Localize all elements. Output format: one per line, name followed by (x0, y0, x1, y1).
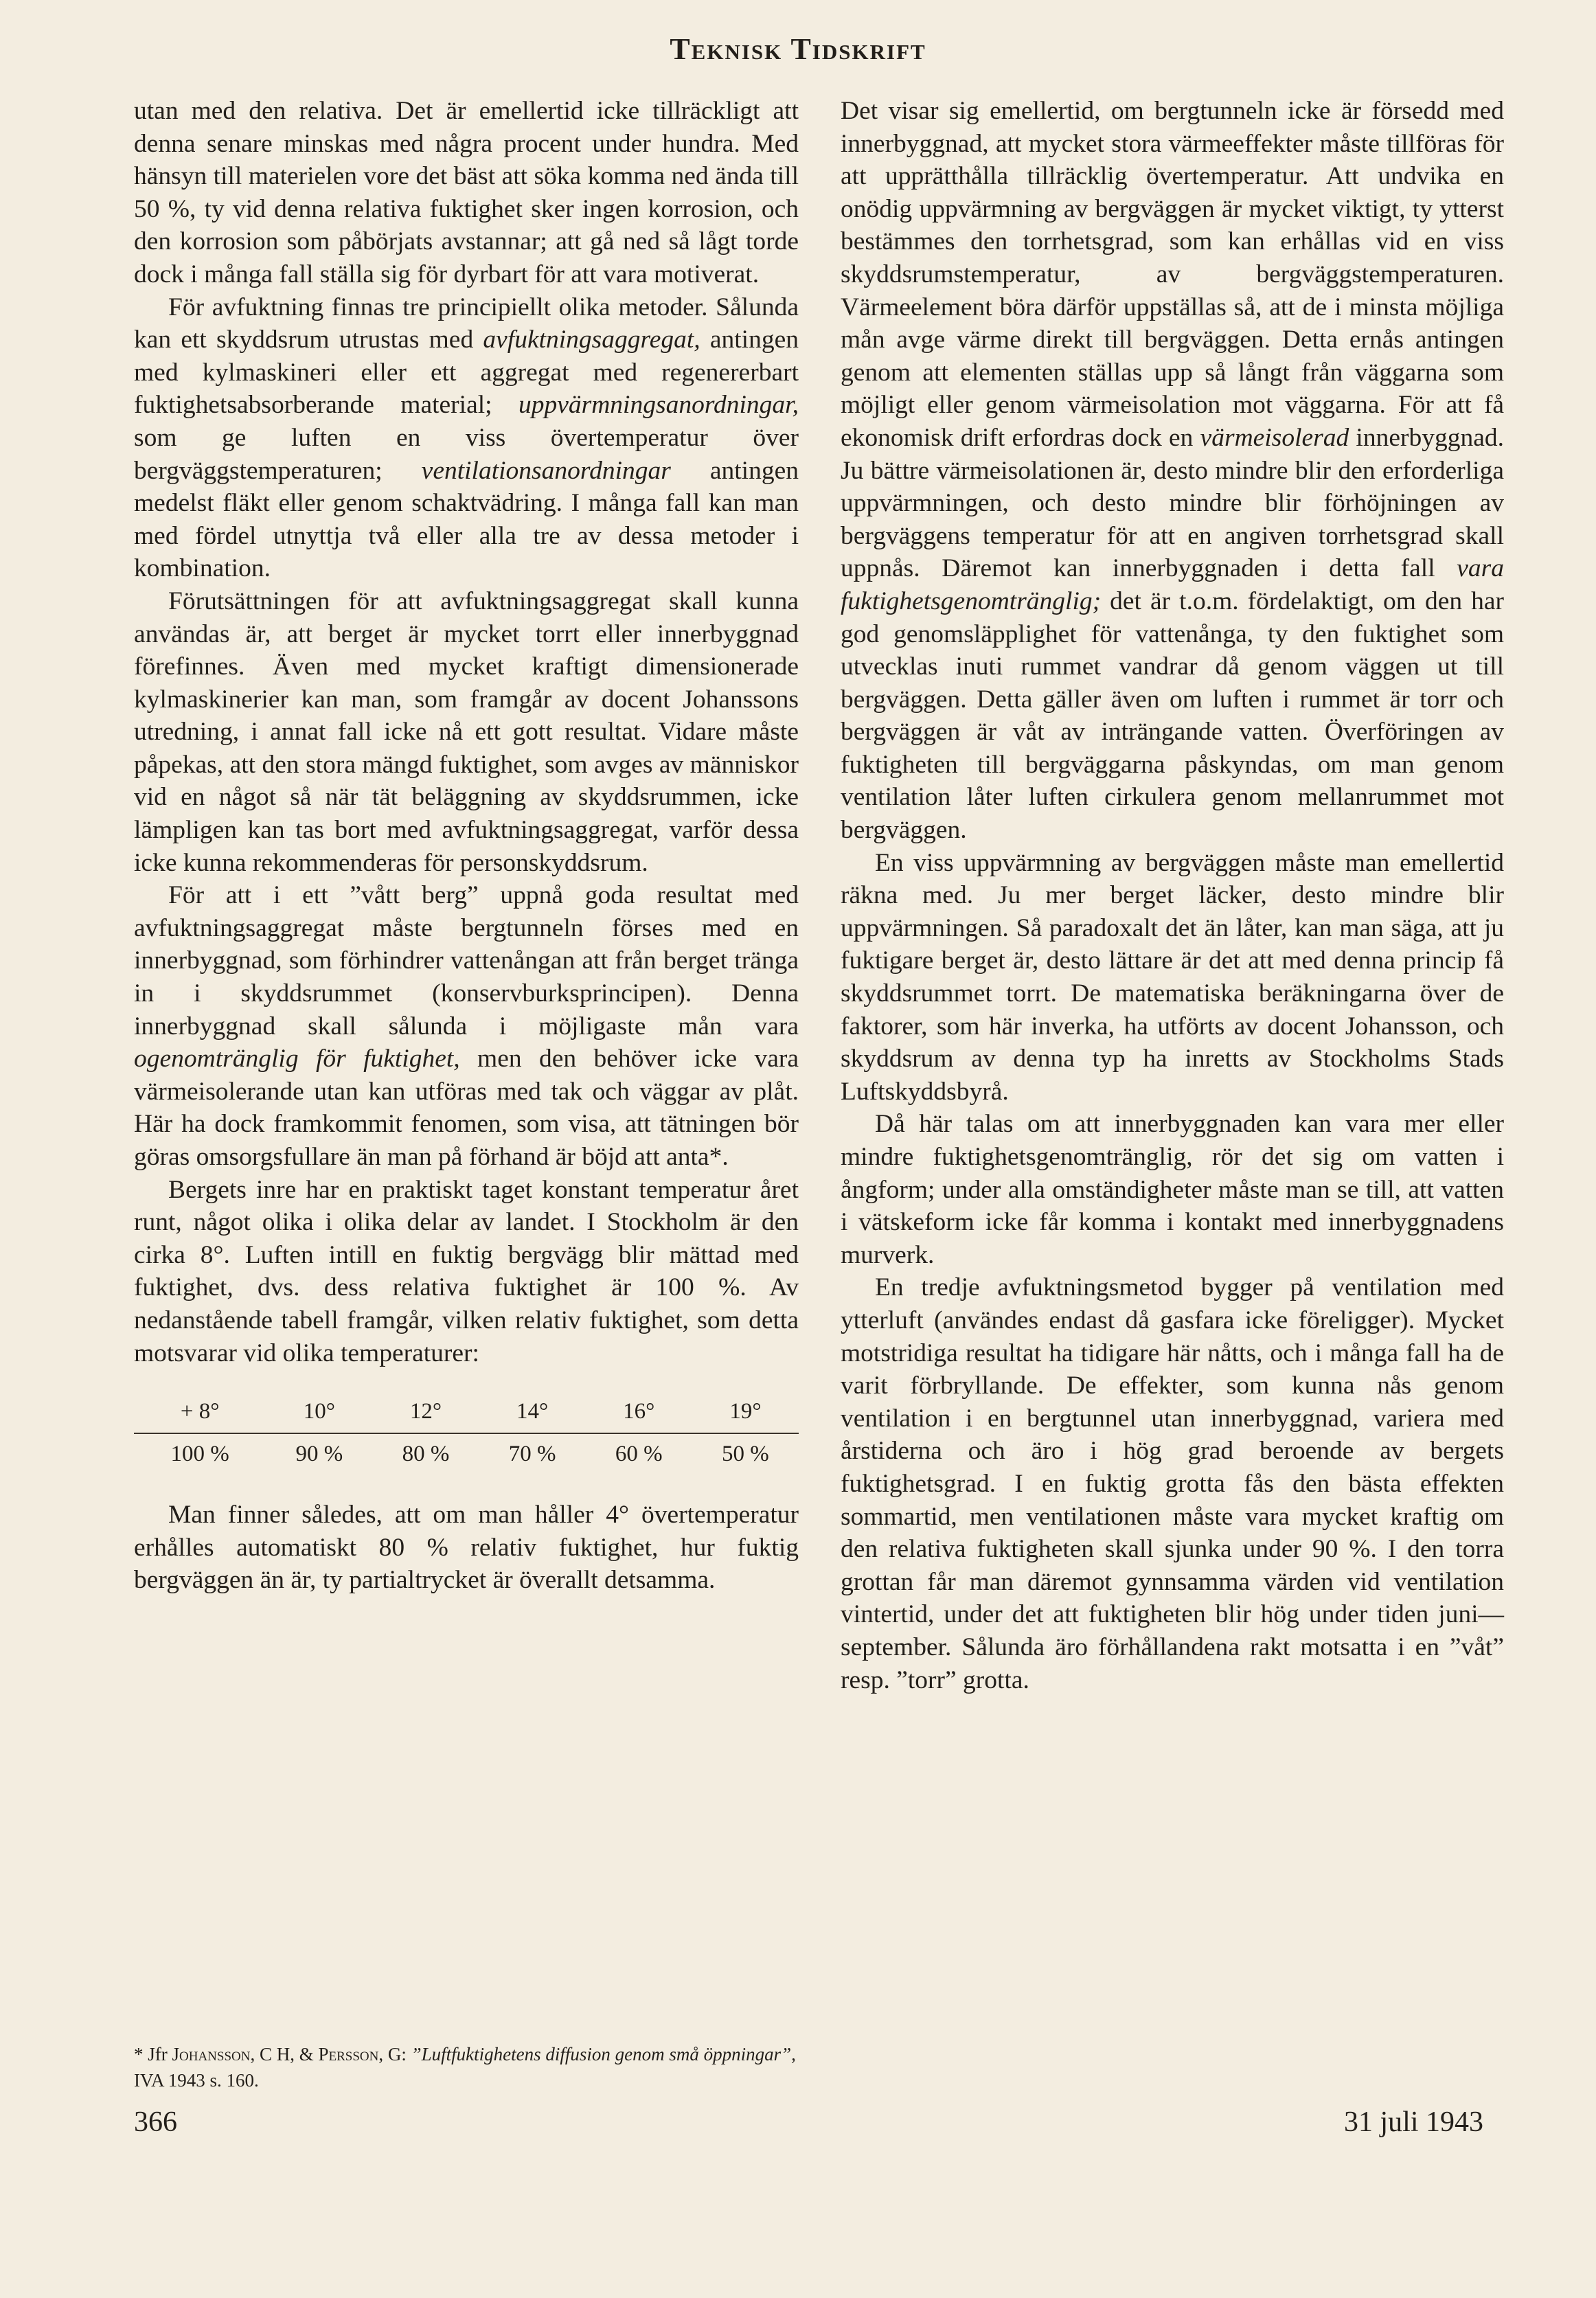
paragraph: Bergets inre har en praktiskt taget konstant temperatur året runt, något olika i olika delar av landet. I Stockholm är den cirka 8°. Luften intill en fuktig bergvägg blir mättad med fuktighet, dvs. dess relativa fuktighet är 100 %. Av nedanstående tabell framgår, vilken relativ fuktighet, som detta motsvarar vid olika temperaturer: (134, 1175, 799, 1367)
footnote (134, 2041, 799, 2093)
journal-header: Teknisk Tidskrift (670, 32, 926, 66)
table-cell: 12° (372, 1394, 479, 1433)
paragraph: Då här talas om att innerbyggnaden kan vara mer eller mindre fuktighetsgenomtränglig, rör det sig om vatten i ångform; under alla omständigheter måste man se till, att vatten i vätskeform icke får komma i kontakt med innerbyggnadens murverk. (841, 1110, 1504, 1269)
footnote-title: ”Luftfuktighetens diffusion genom små öppningar”, (406, 2044, 796, 2064)
paragraph: En viss uppvärmning av bergväggen måste man emellertid räkna med. Ju mer berget läcker, desto mindre blir uppvärmningen. Så paradoxalt det än låter, kan man säga, att ju fuktigare berget är, desto lättare är det att med denna princip få skyddsrummet torrt. De matematiska beräkningarna över de faktorer, som här inverka, ha utförts av docent Johansson, och skyddsrum av denna typ ha inretts av Stockholms Stads Luftskyddsbyrå. (841, 848, 1504, 1106)
footnote-mark: * Jfr (134, 2044, 172, 2064)
table-row-humidity (134, 1433, 799, 1471)
table-cell: 100 % (170, 1442, 229, 1467)
paragraph: En tredje avfuktningsmetod bygger på ventilation med ytterluft (användes endast då gasfara icke föreligger). Mycket motstridiga resultat ha tidigare här nåtts, och i många fall ha de varit förbryllande. De effekter, som kunna nås genom ventilation i en bergtunnel utan innerbyggnad, variera med årstiderna och äro i hög grad beroende av bergets fuktighetsgrad. I en fuktig grotta fås den bästa effekten sommartid, men ventilationen måste vara mycket kraftig om den relativa fuktigheten skall sjunka under 90 %. I den torra grottan får man däremot gynnsamma värden vid ventilation vintertid, under det att fuktigheten blir hög under tiden juni—september. Sålunda äro förhållandena rakt motsatta i en ”våt” resp. ”torr” grotta. (841, 1273, 1504, 1694)
left-column (134, 95, 799, 1597)
table-cell: 70 % (508, 1442, 556, 1467)
paragraph: Man finner således, att om man håller 4° övertemperatur erhålles automatiskt 80 % relativ fuktighet, hur fuktig bergväggen än är, ty partialtrycket är överallt detsamma. (134, 1501, 799, 1595)
table-cell: + 8° (134, 1394, 266, 1433)
temperature-humidity-table (134, 1394, 799, 1471)
table-cell: 10° (266, 1394, 372, 1433)
table-cell: 80 % (402, 1442, 450, 1467)
paragraph: För avfuktning finnas tre principiellt olika metoder. Sålunda kan ett skyddsrum utrustas med avfuktningsaggregat, antingen med kylmaskineri eller ett aggregat med regenererbart fuktighetsabsorberande material; uppvärmningsanordningar, som ge luften en viss övertemperatur över bergväggstemperaturen; ventilationsanordningar antingen medelst fläkt eller genom schaktvädring. I många fall kan man med fördel utnyttja två eller alla tre av dessa metoder i kombination. (134, 293, 799, 583)
page-number: 366 (134, 2106, 177, 2138)
table-cell: 14° (479, 1394, 586, 1433)
paragraph: Det visar sig emellertid, om bergtunneln icke är försedd med innerbyggnad, att mycket stora värmeeffekter måste tillföras för att upprätthålla tillräcklig övertemperatur. Att undvika en onödig uppvärmning av bergväggen är mycket viktigt, ty ytterst bestämmes den torrhetsgrad, som kan erhållas vid en viss skyddsrumstemperatur, av bergväggstemperaturen. Värmeelement böra därför uppställas så, att de i minsta möjliga mån avge värme direkt till bergväggen. Detta ernås antingen genom att elementen ställas upp så långt från väggarna som möjligt eller genom värmeisolation mot väggarna. För att få ekonomisk drift erfordras dock en värmeisolerad innerbyggnad. Ju bättre värmeisolationen är, desto mindre blir den erforderliga uppvärmningen, och desto mindre blir förhöjningen av bergväggens temperatur för att en angiven torrhetsgrad skall uppnås. Däremot kan innerbyggnaden i detta fall vara fuktighetsgenomtränglig; det är t.o.m. fördelaktigt, om den har god genomsläpplighet för vattenånga, ty den fuktighet som utvecklas inuti rummet vandrar då genom väggen ut till bergväggen. Detta gäller även om luften i rummet är torr och bergväggen är våt av inträngande vatten. Överföringen av fuktigheten till bergväggarna påskyndas, om man genom ventilation låter luften cirkulera genom mellanrummet mot bergväggen. (841, 97, 1504, 845)
footnote-authors: Johansson, C H, & Persson, G: (172, 2044, 407, 2064)
table-cell: 19° (692, 1394, 799, 1433)
table-cell: 60 % (615, 1442, 663, 1467)
paragraph: utan med den relativa. Det är emellertid icke tillräckligt att denna senare minskas med några procent under hundra. Med hänsyn till materielen vore det bäst att söka komma ned ända till 50 %, ty vid denna relativa fuktighet sker ingen korrosion, och den korrosion som påbörjats avstannar; att gå ned så lågt torde dock i många fall ställa sig för dyrbart för att vara motiverat. (134, 97, 799, 288)
table-cell: 16° (586, 1394, 692, 1433)
right-column (841, 95, 1504, 1696)
table-row-temperatures (134, 1394, 799, 1433)
table-cell: 50 % (722, 1442, 769, 1467)
issue-date: 31 juli 1943 (1343, 2106, 1483, 2138)
table-cell: 90 % (295, 1442, 343, 1467)
footnote-source: IVA 1943 s. 160. (134, 2070, 259, 2091)
paragraph: Förutsättningen för att avfuktningsaggregat skall kunna användas är, att berget är mycket torrt eller innerbyggnad förefinnes. Även med mycket kraftigt dimensionerade kylmaskinerier kan man, som framgår av docent Johanssons utredning, i annat fall icke nå ett gott resultat. Vidare måste påpekas, att den stora mängd fuktighet, som avges av människor vid en något så när tät beläggning av skyddsrummen, icke lämpligen kan tas bort med avfuktningsaggregat, varför dessa icke kunna rekommenderas för personskyddsrum. (134, 587, 799, 877)
paragraph: För att i ett ”vått berg” uppnå goda resultat med avfuktningsaggregat måste bergtunneln förses med en innerbyggnad, som förhindrer vattenångan att från berget tränga in i skyddsrummet (konservburksprincipen). Denna innerbyggnad skall sålunda i möjligaste mån vara ogenomtränglig för fuktighet, men den behöver icke vara värmeisolerande utan kan utföras med tak och väggar av plåt. Här ha dock framkommit fenomen, som visa, att tätningen bör göras omsorgsfullare än man på förhand är böjd att anta*. (134, 881, 799, 1171)
